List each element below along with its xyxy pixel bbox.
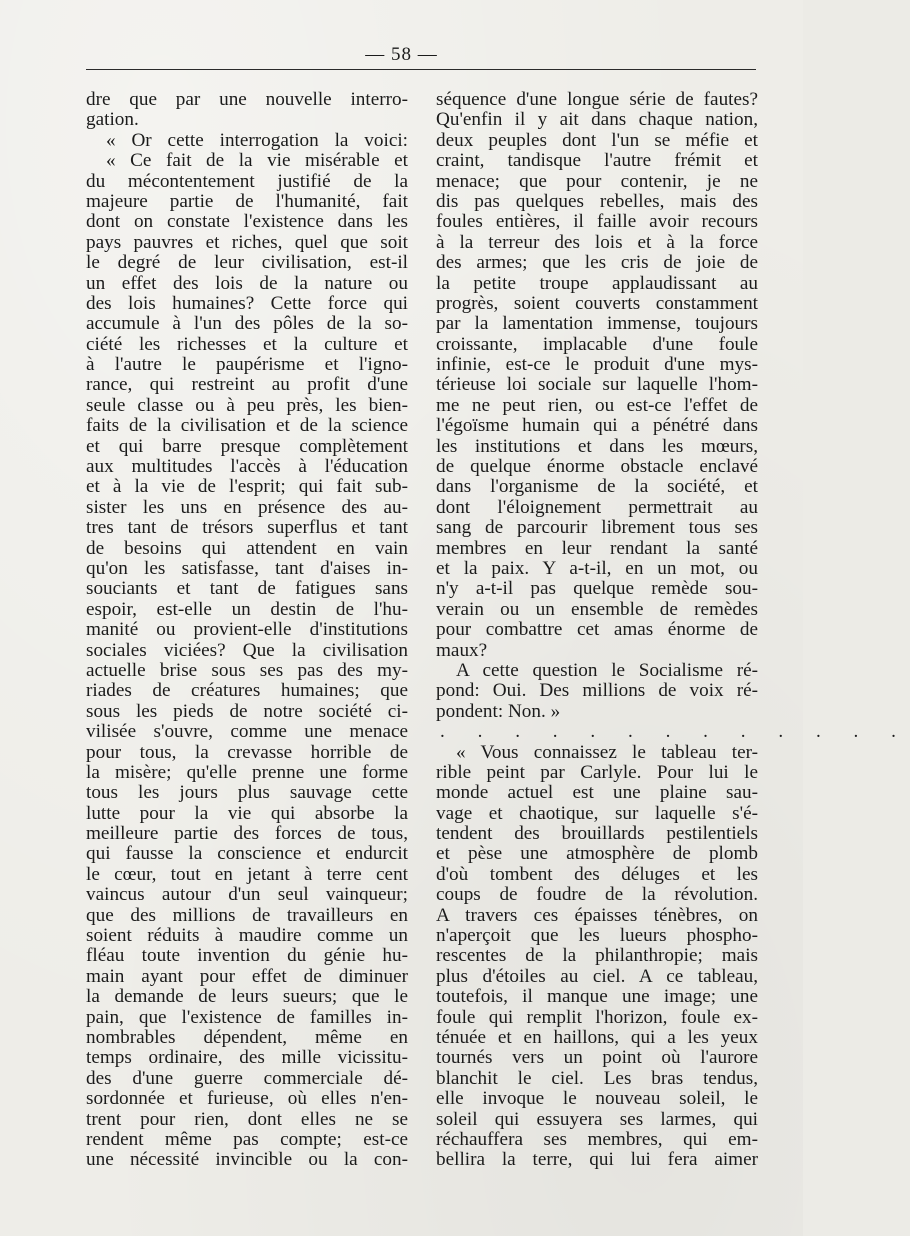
text-line: que des millions de travailleurs en [86, 904, 408, 926]
text-line: et la paix. Y a-t-il, en un mot, ou [436, 557, 758, 579]
text-line: à l'autre le paupérisme et l'igno- [86, 354, 408, 376]
text-line: d'où tombent des déluges et les [436, 863, 758, 885]
text-line: lutte pour la vie qui absorbe la [86, 802, 408, 824]
text-line: du mécontentement justifié de la [86, 170, 408, 192]
text-line: « Or cette interrogation la voici: [106, 129, 408, 151]
text-line: n'aperçoit que les lueurs phospho- [436, 925, 758, 947]
text-line: actuelle brise sous ses pas des my- [86, 659, 408, 681]
text-line: sous les pieds de notre société ci- [86, 700, 408, 722]
text-line: nombrables dépendent, même en [86, 1026, 408, 1048]
text-line: et qui barre presque complètement [86, 435, 408, 457]
text-line: qui fausse la conscience et endurcit [86, 843, 408, 865]
text-line: des armes; que les cris de joie de [436, 252, 758, 274]
text-line: dans l'organisme de la société, et [436, 476, 758, 498]
text-line: rescentes de la philanthropie; mais [436, 945, 758, 967]
text-line: fléau toute invention du génie hu- [86, 945, 408, 967]
text-line: le cœur, tout en jetant à terre cent [86, 863, 408, 885]
text-line: craint, tandisque l'autre frémit et [436, 150, 758, 172]
text-line: et à la vie de l'esprit; qui fait sub- [86, 476, 408, 498]
text-line: sordonnée et furieuse, où elles n'en- [86, 1088, 408, 1110]
text-line: rible peint par Carlyle. Pour lui le [436, 761, 758, 783]
text-line: Qu'enfin il y ait dans chaque nation, [436, 109, 758, 131]
text-line: menace; que pour contenir, je ne [436, 170, 758, 192]
text-line: foule qui remplit l'horizon, foule ex- [436, 1006, 758, 1028]
text-line: deux peuples dont l'un se méfie et [436, 129, 758, 151]
text-line: vage et chaotique, sur laquelle s'é- [436, 802, 758, 824]
ellipsis-separator: . . . . . . . . . . . . . [440, 721, 910, 743]
text-line: l'égoïsme humain qui a pénétré dans [436, 415, 758, 437]
text-line: souciants et tant de fatigues sans [86, 578, 408, 600]
text-line: térieuse loi sociale sur laquelle l'hom- [436, 374, 758, 396]
text-line: sister les uns en présence des au- [86, 496, 408, 518]
text-line: pond: Oui. Des millions de voix ré- [436, 680, 758, 702]
text-line: infinie, est-ce le produit d'une mys- [436, 354, 758, 376]
text-line: réchauffera ses membres, qui em- [436, 1128, 758, 1150]
text-line: elle invoque le nouveau soleil, le [436, 1088, 758, 1110]
text-line: verain ou un ensemble de remèdes [436, 598, 758, 620]
text-line: rance, qui restreint au profit d'une [86, 374, 408, 396]
text-line: pays pauvres et riches, quel que soit [86, 231, 408, 253]
text-line: blanchit le ciel. Les bras tendus, [436, 1067, 758, 1089]
text-line: de besoins qui attendent en vain [86, 537, 408, 559]
text-line: séquence d'une longue série de fautes? [436, 89, 758, 110]
text-line: pour combattre cet amas énorme de [436, 619, 758, 641]
text-line: tous les jours plus sauvage cette [86, 782, 408, 804]
text-line: un effet des lois de la nature ou [86, 272, 408, 294]
text-line: à la terreur des lois et à la force [436, 231, 758, 253]
text-line: me ne peut rien, ou est-ce l'effet de [436, 394, 758, 416]
text-line: pondent: Non. » [436, 700, 561, 722]
text-line: et pèse une atmosphère de plomb [436, 843, 758, 865]
text-line: sociales viciées? Que la civilisation [86, 639, 408, 661]
text-line: main ayant pour effet de diminuer [86, 965, 408, 987]
text-line: tres tant de trésors superflus et tant [86, 517, 408, 539]
text-line: riades de créatures humaines; que [86, 680, 408, 702]
text-line: accumule à l'un des pôles de la so- [86, 313, 408, 335]
text-line: « Ce fait de la vie misérable et [106, 150, 408, 172]
left-text-column [86, 90, 408, 1171]
text-line: vilisée s'ouvre, comme une menace [86, 721, 408, 743]
header-rule [86, 69, 756, 70]
text-line: de quelque énorme obstacle enclavé [436, 456, 758, 478]
text-line: foules entières, il faille avoir recours [436, 211, 758, 233]
text-line: tournés vers un point où l'aurore [436, 1047, 758, 1069]
text-line: dont l'éloignement permettrait au [436, 496, 758, 518]
text-line: des lois humaines? Cette force qui [86, 292, 408, 314]
text-line: dis pas quelques rebelles, mais des [436, 190, 758, 212]
text-line: la demande de leurs sueurs; que le [86, 986, 408, 1008]
text-line: aux multitudes l'accès à l'éducation [86, 456, 408, 478]
text-line: pour tous, la crevasse horrible de [86, 741, 408, 763]
text-line: soient réduits à maudire comme un [86, 925, 408, 947]
text-line: ténuée et en haillons, qui a les yeux [436, 1026, 758, 1048]
text-line: dre que par une nouvelle interro- [86, 89, 408, 110]
text-line: ciété les richesses et la culture et [86, 333, 408, 355]
text-line: rendent même pas compte; est-ce [86, 1128, 408, 1150]
text-line: majeure partie de l'humanité, fait [86, 190, 408, 212]
text-line: des d'une guerre commerciale dé- [86, 1067, 408, 1089]
text-line: A travers ces épaisses ténèbres, on [436, 904, 758, 926]
text-line: n'y a-t-il pas quelque remède sou- [436, 578, 758, 600]
text-line: membres en leur rendant la santé [436, 537, 758, 559]
text-line: la misère; qu'elle prenne une forme [86, 761, 408, 783]
text-line: temps ordinaire, des mille vicissitu- [86, 1047, 408, 1069]
text-line: qu'on les satisfasse, tant d'aises in- [86, 557, 408, 579]
text-line: les institutions et dans les mœurs, [436, 435, 758, 457]
text-line: sang de parcourir librement tous ses [436, 517, 758, 539]
text-line: gation. [86, 109, 139, 131]
text-line: la petite troupe applaudissant au [436, 272, 758, 294]
text-line: toutefois, il manque une image; une [436, 986, 758, 1008]
text-line: « Vous connaissez le tableau ter- [456, 741, 758, 763]
text-line: vaincus autour d'un seul vainqueur; [86, 884, 408, 906]
page-number: — 58 — [365, 44, 438, 65]
text-line: croissante, implacable d'une foule [436, 333, 758, 355]
text-line: coups de foudre de la révolution. [436, 884, 758, 906]
text-line: espoir, est-elle un destin de l'hu- [86, 598, 408, 620]
text-line: plus d'étoiles au ciel. A ce tableau, [436, 965, 758, 987]
text-line: pain, que l'existence de familles in- [86, 1006, 408, 1028]
text-line: progrès, soient couverts constamment [436, 292, 758, 314]
text-line: A cette question le Socialisme ré- [456, 659, 758, 681]
text-line: tendent des brouillards pestilentiels [436, 823, 758, 845]
text-line: le degré de leur civilisation, est-il [86, 252, 408, 274]
text-line: manité ou provient-elle d'institutions [86, 619, 408, 641]
text-line: bellira la terre, qui lui fera aimer [436, 1149, 758, 1171]
text-line: une nécessité invincible ou la con- [86, 1149, 408, 1171]
text-line: par la lamentation immense, toujours [436, 313, 758, 335]
text-line: meilleure partie des forces de tous, [86, 823, 408, 845]
text-line: soleil qui essuyera ses larmes, qui [436, 1108, 758, 1130]
text-line: dont on constate l'existence dans les [86, 211, 408, 233]
right-text-column [436, 89, 910, 1171]
text-line: trent pour rien, dont elles ne se [86, 1108, 408, 1130]
text-line: monde actuel est une plaine sau- [436, 782, 758, 804]
text-line: seule classe ou à peu près, les bien- [86, 394, 408, 416]
text-line: maux? [436, 639, 488, 661]
text-line: faits de la civilisation et de la science [86, 415, 408, 437]
